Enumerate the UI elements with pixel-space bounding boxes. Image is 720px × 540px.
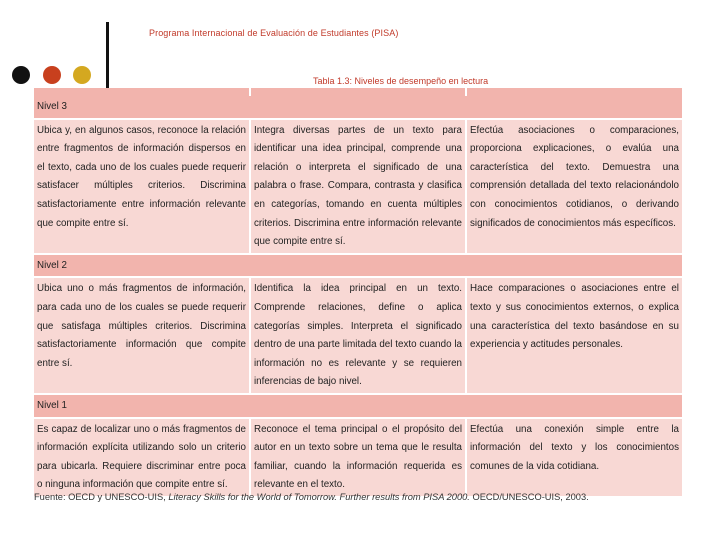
gold-dot-icon bbox=[73, 66, 91, 84]
reading-levels-table bbox=[34, 96, 682, 498]
table-title: Tabla 1.3: Niveles de desempeño en lectura bbox=[313, 76, 489, 86]
black-dot-icon bbox=[12, 66, 30, 84]
level-label: Nivel 2 bbox=[34, 254, 682, 278]
level-description-row bbox=[34, 277, 682, 394]
level-cell-reflect: Efectúa asociaciones o comparaciones, proporciona explicaciones, o evalúa una característica del texto. Demuestra una comprensión detallada del texto relacionándolo con conocimientos cotidianos, o derivando significados de conocimientos más específicos. bbox=[466, 119, 682, 254]
level-header-row bbox=[34, 96, 682, 119]
level-cell-locate: Ubica y, en algunos casos, reconoce la relación entre fragmentos de información dispersos en el texto, cada uno de los cuales puede requerir satisfacer múltiples criterios. Discrimina satisfactoriamente entre información relevante que compite entre sí. bbox=[34, 119, 250, 254]
level-cell-interpret: Integra diversas partes de un texto para identificar una idea principal, comprende una relación o interpreta el significado de una palabra o frase. Compara, contrasta y clasifica en categorías, tomando en cuenta múltiples criterios. Discrimina entre información relevante que compite entre sí. bbox=[250, 119, 466, 254]
header-divider-line bbox=[106, 22, 109, 94]
level-label: Nivel 1 bbox=[34, 394, 682, 418]
strip-separator bbox=[249, 88, 251, 96]
footnote-title: Literacy Skills for the World of Tomorrow. Further results from PISA 2000. bbox=[168, 492, 470, 502]
level-description-row bbox=[34, 418, 682, 497]
strip-separator bbox=[465, 88, 467, 96]
table-top-strip bbox=[34, 88, 682, 96]
level-cell-locate: Ubica uno o más fragmentos de información, para cada uno de los cuales se puede requerir que satisfaga múltiples criterios. Discrimina satisfactoriamente información que compite entre sí. bbox=[34, 277, 250, 394]
source-footnote bbox=[34, 492, 589, 502]
level-cell-interpret: Identifica la idea principal en un texto. Comprende relaciones, define o aplica categorías simples. Interpreta el significado dentro de una parte limitada del texto cuando la información no es relevante y se requieren inferencias de bajo nivel. bbox=[250, 277, 466, 394]
footnote-prefix: Fuente: OECD y UNESCO-UIS, bbox=[34, 492, 169, 502]
level-label: Nivel 3 bbox=[34, 96, 682, 119]
level-cell-locate: Es capaz de localizar uno o más fragmentos de información explícita utilizando solo un criterio para ubicarla. Requiere discriminar entre poca o ninguna información que compite entre sí. bbox=[34, 418, 250, 497]
level-cell-reflect: Hace comparaciones o asociaciones entre el texto y sus conocimientos externos, o explica una característica del texto basándose en su experiencia y actitudes personales. bbox=[466, 277, 682, 394]
level-cell-interpret: Reconoce el tema principal o el propósito del autor en un texto sobre un tema que le resulta familiar, cuando la información requerida es relevante en el texto. bbox=[250, 418, 466, 497]
level-header-row bbox=[34, 394, 682, 418]
level-cell-reflect: Efectúa una conexión simple entre la información del texto y los conocimientos comunes de la vida cotidiana. bbox=[466, 418, 682, 497]
footnote-suffix: OECD/UNESCO-UIS, 2003. bbox=[469, 492, 589, 502]
program-title: Programa Internacional de Evaluación de Estudiantes (PISA) bbox=[149, 28, 399, 38]
level-header-row bbox=[34, 254, 682, 278]
level-description-row bbox=[34, 119, 682, 254]
red-dot-icon bbox=[43, 66, 61, 84]
